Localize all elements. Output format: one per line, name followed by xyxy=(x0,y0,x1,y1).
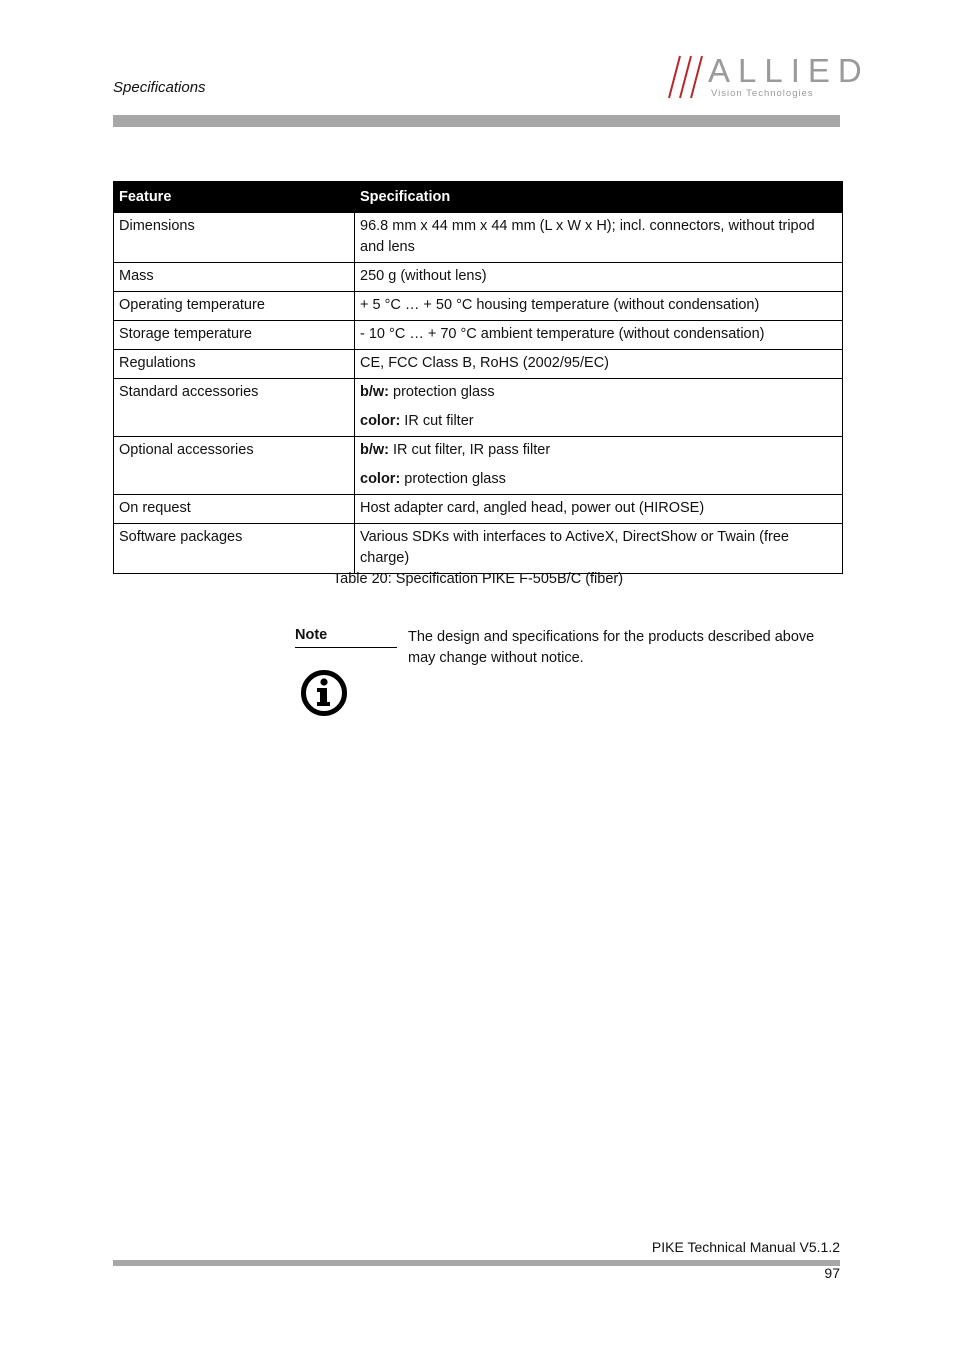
spec-cell: 250 g (without lens) xyxy=(355,263,843,292)
column-header-specification: Specification xyxy=(355,182,843,213)
page-header-title: Specifications xyxy=(113,79,206,96)
logo-slashes-icon xyxy=(666,54,710,100)
table-row xyxy=(114,350,843,379)
logo-wordmark: ALLIED xyxy=(708,52,870,89)
bw-text: protection glass xyxy=(389,384,495,400)
spec-cell xyxy=(355,379,843,437)
feature-cell: Mass xyxy=(114,263,355,292)
color-label: color: xyxy=(360,471,401,487)
color-text: IR cut filter xyxy=(400,413,474,429)
table-row xyxy=(114,321,843,350)
spec-cell: - 10 °C … + 70 °C ambient temperature (without condensation) xyxy=(355,321,843,350)
spec-cell xyxy=(355,437,843,495)
table-row xyxy=(114,437,843,495)
feature-cell: Software packages xyxy=(114,524,355,574)
spec-cell: CE, FCC Class B, RoHS (2002/95/EC) xyxy=(355,350,843,379)
note-label: Note xyxy=(295,627,397,648)
spec-cell: Host adapter card, angled head, power out (HIROSE) xyxy=(355,495,843,524)
note-text: The design and specifications for the products described above may change without notice. xyxy=(408,629,815,666)
spec-cell: + 5 °C … + 50 °C housing temperature (without condensation) xyxy=(355,292,843,321)
table-row xyxy=(114,495,843,524)
footer-rule xyxy=(113,1260,840,1266)
allied-logo xyxy=(666,52,870,102)
table-row xyxy=(114,292,843,321)
feature-cell: Standard accessories xyxy=(114,379,355,437)
feature-cell: Storage temperature xyxy=(114,321,355,350)
column-header-feature: Feature xyxy=(114,182,355,213)
color-line xyxy=(360,469,837,490)
feature-cell: On request xyxy=(114,495,355,524)
table-row xyxy=(114,524,843,574)
feature-cell: Dimensions xyxy=(114,213,355,263)
specification-table xyxy=(113,181,843,574)
bw-line xyxy=(360,382,837,403)
color-label: color: xyxy=(360,413,401,429)
bw-label: b/w: xyxy=(360,384,389,400)
bw-label: b/w: xyxy=(360,442,389,458)
bw-line xyxy=(360,440,837,461)
spec-cell: 96.8 mm x 44 mm x 44 mm (L x W x H); incl. connectors, without tripod and lens xyxy=(355,213,843,263)
table-row xyxy=(114,213,843,263)
spec-cell: Various SDKs with interfaces to ActiveX, DirectShow or Twain (free charge) xyxy=(355,524,843,574)
table-row xyxy=(114,263,843,292)
header-rule xyxy=(113,115,840,127)
page-number: 97 xyxy=(824,1265,840,1281)
table-caption: Table 20: Specification PIKE F-505B/C (fiber) xyxy=(332,571,624,587)
table-row xyxy=(114,379,843,437)
logo-subtitle: Vision Technologies xyxy=(711,88,814,99)
table-header-row xyxy=(114,182,843,213)
color-text: protection glass xyxy=(400,471,506,487)
bw-text: IR cut filter, IR pass filter xyxy=(389,442,551,458)
color-line xyxy=(360,411,837,432)
info-icon xyxy=(300,669,348,717)
feature-cell: Regulations xyxy=(114,350,355,379)
feature-cell: Optional accessories xyxy=(114,437,355,495)
feature-cell: Operating temperature xyxy=(114,292,355,321)
footer-manual-title: PIKE Technical Manual V5.1.2 xyxy=(651,1239,840,1255)
